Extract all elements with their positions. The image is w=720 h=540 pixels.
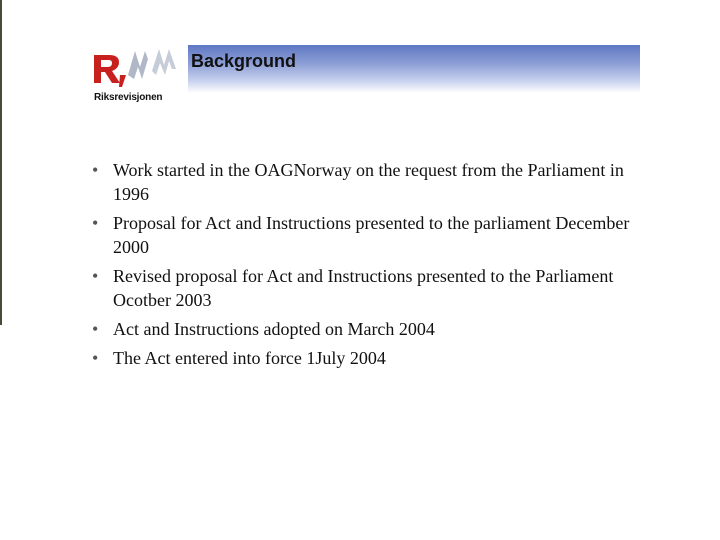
bullet-text: Act and Instructions adopted on March 2004 [113,319,435,339]
bullet-dot-icon: • [92,266,99,286]
logo-r-mark [94,55,120,83]
logo-r-tail [119,75,126,87]
bullet-item [92,211,632,259]
bullet-dot-icon: • [92,348,99,368]
bullet-text: Work started in the OAGNorway on the request from the Parliament in 1996 [113,160,624,204]
bullet-dot-icon: • [92,213,99,233]
logo-wing-left [128,51,148,79]
bullet-text: The Act entered into force 1July 2004 [113,348,386,368]
logo-wing-right [152,49,176,75]
riksrevisjonen-logo-icon [88,45,188,95]
slide-title: Background [191,51,297,71]
bullet-list [92,158,632,375]
logo-text: Riksrevisjonen [94,92,163,103]
bullet-dot-icon: • [92,160,99,180]
left-edge-line [0,0,2,325]
bullet-dot-icon: • [92,319,99,339]
bullet-item [92,346,632,370]
bullet-item [92,317,632,341]
bullet-text: Revised proposal for Act and Instructions presented to the Parliament Ocotber 2003 [113,266,614,310]
bullet-item [92,158,632,206]
bullet-text: Proposal for Act and Instructions presented to the parliament December 2000 [113,213,630,257]
bullet-item [92,264,632,312]
